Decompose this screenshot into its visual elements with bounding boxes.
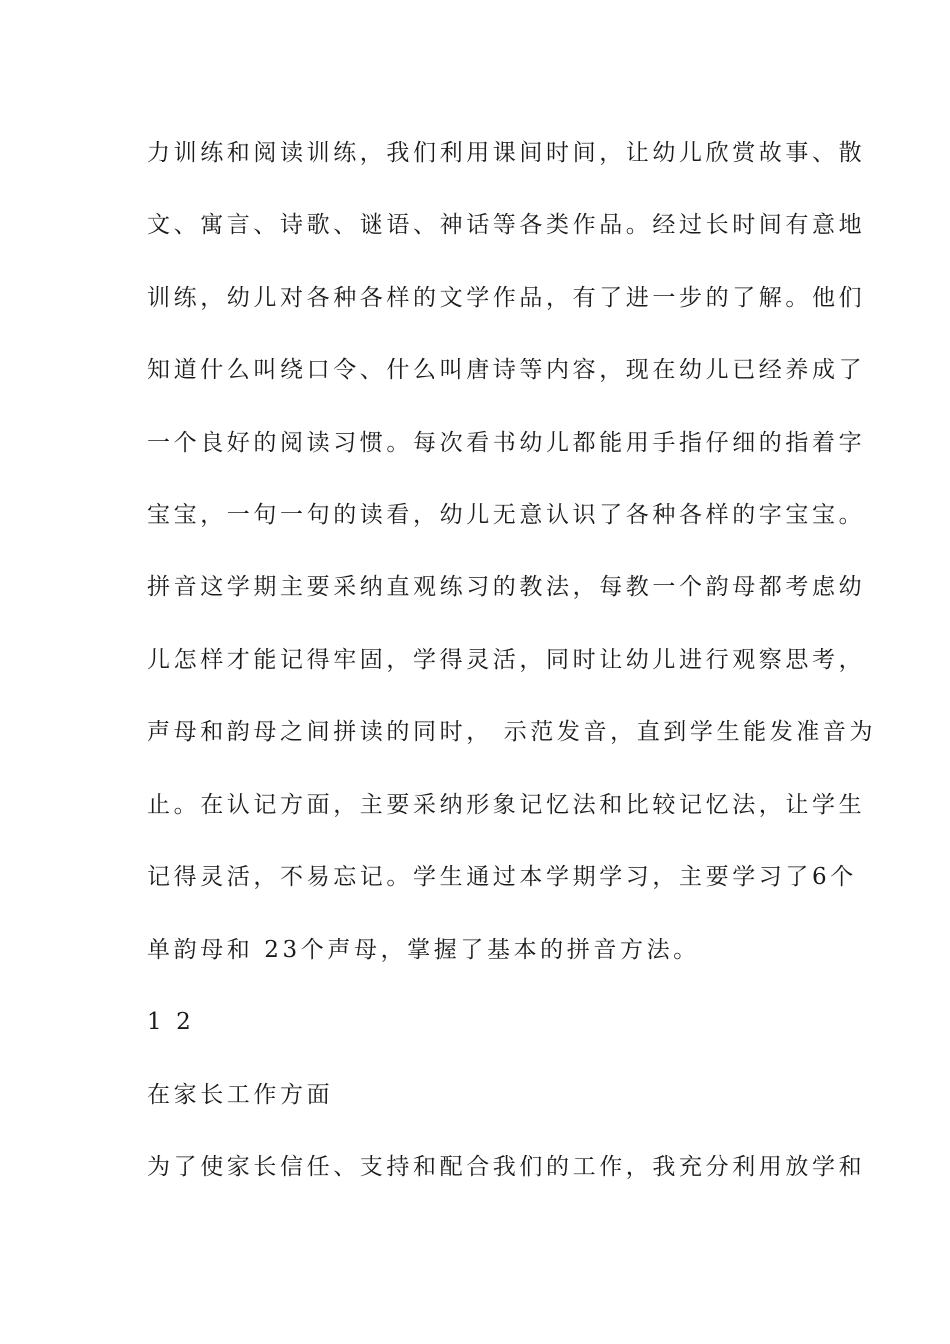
paragraph-line: 声母和韵母之间拼读的同时， 示范发音，直到学生能发准音为 xyxy=(147,719,877,745)
paragraph-line: 止。在认记方面，主要采纳形象记忆法和比较记忆法，让学生 xyxy=(147,792,866,818)
section-number: 1 2 xyxy=(147,1009,195,1035)
paragraph-line: 为了使家长信任、支持和配合我们的工作，我充分利用放学和 xyxy=(147,1154,866,1180)
paragraph-line: 宝宝，一句一句的读看，幼儿无意认识了各种各样的字宝宝。 xyxy=(147,502,866,528)
paragraph-line: 训练，幼儿对各种各样的文学作品，有了进一步的了解。他们 xyxy=(147,285,866,311)
paragraph-line: 一个良好的阅读习惯。每次看书幼儿都能用手指仔细的指着字 xyxy=(147,430,866,456)
paragraph-line: 单韵母和 23个声母，掌握了基本的拼音方法。 xyxy=(147,937,700,963)
paragraph-line: 拼音这学期主要采纳直观练习的教法，每教一个韵母都考虑幼 xyxy=(147,574,866,600)
section-heading: 在家长工作方面 xyxy=(147,1082,334,1108)
paragraph-line: 力训练和阅读训练，我们利用课间时间，让幼儿欣赏故事、散 xyxy=(147,140,866,166)
paragraph-line: 记得灵活，不易忘记。学生通过本学期学习，主要学习了6个 xyxy=(147,864,857,890)
paragraph-line: 儿怎样才能记得牢固，学得灵活，同时让幼儿进行观察思考， xyxy=(147,647,866,673)
paragraph-line: 知道什么叫绕口令、什么叫唐诗等内容，现在幼儿已经养成了 xyxy=(147,357,866,383)
paragraph-line: 文、寓言、诗歌、谜语、神话等各类作品。经过长时间有意地 xyxy=(147,212,866,238)
